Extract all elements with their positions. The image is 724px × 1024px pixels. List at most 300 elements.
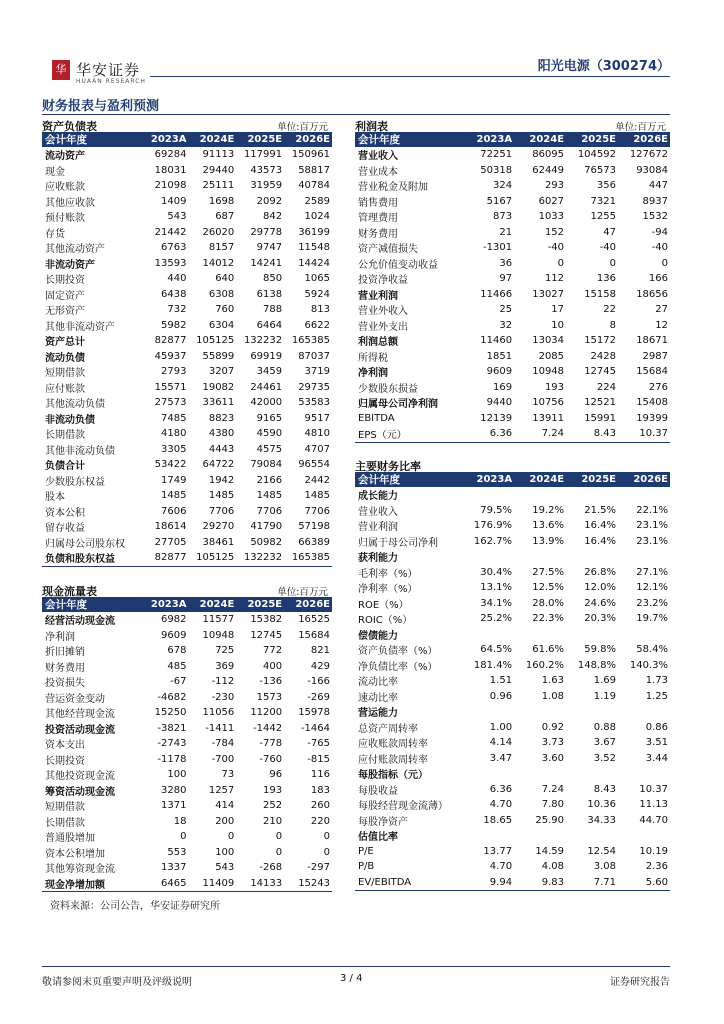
row-label: 流动负债 (45, 352, 85, 364)
cell-value: 26.8% (584, 566, 616, 578)
cell-value: 10.19 (639, 845, 668, 857)
footer-divider (42, 966, 670, 967)
cell-value (566, 828, 618, 844)
ratios-title: 主要财务比率 (355, 460, 421, 473)
cell-value: 104592 (577, 149, 616, 161)
cell-value: -3821 (157, 722, 187, 734)
cell-value (514, 627, 566, 643)
cell-value: 276 (648, 381, 668, 393)
cell-value: 4.70 (489, 861, 513, 873)
cell-value: 14012 (202, 257, 235, 269)
cell-value: 64722 (202, 459, 235, 471)
cell-value: -1464 (300, 722, 330, 734)
cell-value: 27.1% (636, 566, 668, 578)
cell-value: 0 (275, 831, 283, 843)
row-label: 财务费用 (358, 228, 398, 240)
cell-value: 100 (215, 846, 235, 858)
row-label: 无形资产 (45, 306, 85, 318)
cell-value: 20.3% (584, 613, 616, 625)
cell-value: 14.59 (535, 845, 565, 857)
table-row (42, 643, 332, 659)
cell-value: 58817 (298, 164, 330, 176)
row-label: 应收账款 (45, 182, 85, 194)
cell-value: 9747 (256, 242, 283, 254)
table-end-line (355, 890, 670, 891)
cell-value: -2743 (157, 738, 187, 750)
table-row (42, 628, 332, 644)
cell-value: 28.0% (532, 597, 565, 609)
row-label: 其他经营现金流 (45, 709, 115, 721)
table-row (355, 580, 670, 596)
cell-value: 640 (215, 273, 235, 285)
table-row (355, 611, 670, 627)
table-row (355, 797, 670, 813)
cell-value: 447 (648, 180, 668, 192)
row-label: 流动资产 (45, 151, 85, 163)
table-row (355, 287, 670, 303)
cell-value: 0.92 (541, 721, 565, 733)
row-label: 营业外收入 (358, 306, 408, 318)
cell-value: 260 (310, 800, 330, 812)
cell-value: 150961 (291, 149, 330, 161)
cell-value: 0 (275, 846, 283, 858)
row-label: 归属母公司净利润 (358, 399, 438, 411)
table-row (355, 487, 670, 503)
cell-value: 1942 (208, 474, 235, 486)
cell-value: 160.2% (525, 659, 565, 671)
table-row (42, 550, 332, 566)
cell-value: 79084 (250, 459, 283, 471)
table-row (355, 565, 670, 581)
cell-value: 356 (596, 180, 616, 192)
cell-value: 12.1% (636, 582, 668, 594)
row-label: 投资净收益 (358, 275, 408, 287)
column-header-year: 2024E (514, 472, 566, 487)
row-label: 少数股东损益 (358, 383, 418, 395)
row-label: 公允价值变动收益 (358, 259, 438, 271)
cell-value: 10948 (532, 366, 565, 378)
cell-value: 1.51 (489, 675, 513, 687)
cell-value: 2085 (538, 350, 565, 362)
cell-value: -94 (651, 226, 668, 238)
cell-value: 36 (499, 257, 513, 269)
cell-value: 4.08 (541, 861, 565, 873)
cell-value: 873 (492, 211, 513, 223)
cell-value: 1255 (590, 211, 616, 223)
cell-value: -112 (211, 676, 235, 688)
cell-value: 1485 (208, 490, 235, 502)
row-label: 经营活动现金流 (45, 616, 115, 628)
cell-value: 176.9% (473, 520, 513, 532)
table-header-row (355, 472, 670, 487)
table-row (42, 194, 332, 210)
table-row (355, 549, 670, 565)
cell-value: 87037 (298, 350, 330, 362)
cell-value: 34.1% (480, 597, 513, 609)
table-row (42, 473, 332, 489)
cell-value: 152 (544, 226, 565, 238)
cell-value: 13027 (532, 288, 565, 300)
cell-value: -40 (651, 242, 668, 254)
table-row (355, 318, 670, 334)
cell-value: -67 (170, 676, 187, 688)
cell-value: 14424 (298, 257, 330, 269)
cell-value: 13.1% (480, 582, 513, 594)
cell-value: 7706 (208, 505, 235, 517)
cell-value: 1024 (304, 211, 330, 223)
cell-value: 687 (215, 211, 235, 223)
row-label: 营运能力 (358, 708, 398, 720)
cell-value: 25.90 (535, 814, 565, 826)
table-row (42, 364, 332, 380)
cell-value: 429 (310, 660, 330, 672)
cell-value: 485 (167, 660, 187, 672)
row-label: 负债合计 (45, 461, 85, 473)
cashflow-title: 现金流量表 (42, 585, 97, 598)
cell-value: 2166 (256, 474, 283, 486)
cell-value: 162.7% (473, 535, 513, 547)
table-row (42, 163, 332, 179)
cell-value: 18614 (154, 521, 187, 533)
cell-value (462, 828, 514, 844)
cell-value: 9609 (160, 629, 187, 641)
cell-value: 10.37 (639, 783, 668, 795)
cell-value: 4575 (256, 443, 283, 455)
cell-value: 58.4% (636, 644, 668, 656)
column-header-year: 2025E (236, 132, 284, 147)
cell-value: 105125 (196, 335, 235, 347)
table-end-line (42, 891, 332, 892)
company-name: 阳光电源（300274） (537, 59, 670, 74)
row-label: 其他非流动资产 (45, 321, 115, 333)
cell-value: 6.36 (489, 428, 513, 440)
cell-value: -268 (259, 862, 283, 874)
cell-value: 1573 (256, 691, 283, 703)
cell-value: 27 (655, 304, 668, 316)
cell-value: -765 (307, 738, 330, 750)
cell-value: 21442 (154, 226, 187, 238)
column-header-year: 2024E (188, 132, 236, 147)
cell-value: 2.36 (645, 861, 668, 873)
table-row (42, 302, 332, 318)
income-statement-title: 利润表 (355, 120, 388, 133)
row-label: 营业利润 (358, 522, 398, 534)
cell-value: 9165 (256, 412, 283, 424)
cell-value: 15172 (584, 335, 616, 347)
cell-value: 440 (167, 273, 187, 285)
cell-value: 1371 (160, 800, 187, 812)
cell-value: 4707 (304, 443, 330, 455)
table-header-row (42, 597, 332, 612)
row-label: 净利润 (45, 631, 75, 643)
cell-value: 0.88 (593, 721, 616, 733)
table-row (355, 302, 670, 318)
column-header-year: 2026E (618, 472, 670, 487)
cell-value: 19.7% (636, 613, 668, 625)
row-label: 资产总计 (45, 337, 85, 349)
cell-value: -700 (211, 753, 235, 765)
cell-value: 813 (310, 304, 330, 316)
row-label: P/B (358, 861, 375, 873)
cell-value: 0 (323, 846, 330, 858)
table-row (42, 829, 332, 845)
cell-value: 6763 (160, 242, 187, 254)
row-label: 短期借款 (45, 368, 85, 380)
cell-value: 3.08 (593, 861, 616, 873)
row-label: 应付账款周转率 (358, 754, 428, 766)
row-label: EPS（元） (358, 430, 407, 442)
cell-value: 11577 (202, 614, 235, 626)
table-row (42, 240, 332, 256)
cell-value: 25111 (202, 180, 235, 192)
cell-value: 7.71 (593, 876, 616, 888)
cell-value: 16.4% (584, 535, 616, 547)
cell-value: 112 (544, 273, 565, 285)
table-row (355, 333, 670, 349)
table-row (355, 534, 670, 550)
row-label: 归属母公司股东权 (45, 538, 125, 550)
cell-value: 72251 (480, 149, 513, 161)
column-header-year: 2023A (141, 132, 189, 147)
cell-value: 82877 (154, 335, 187, 347)
row-label: 速动比率 (358, 692, 398, 704)
cell-value: 23.2% (636, 597, 668, 609)
cell-value: -815 (307, 753, 330, 765)
table-row (42, 690, 332, 706)
table-row (355, 163, 670, 179)
row-label: EBITDA (358, 412, 395, 424)
cell-value: 96 (269, 769, 283, 781)
cell-value: 10.37 (639, 428, 668, 440)
table-row (355, 380, 670, 396)
row-label: 利润总额 (358, 337, 398, 349)
cell-value: 369 (215, 660, 235, 672)
cell-value: 725 (215, 645, 235, 657)
cell-value: 6465 (160, 877, 187, 889)
cell-value: 41790 (250, 521, 283, 533)
cell-value: 4380 (208, 428, 235, 440)
cell-value: 1337 (160, 862, 187, 874)
page-header (0, 0, 724, 96)
cell-value: -760 (259, 753, 283, 765)
row-label: 非流动负债 (45, 414, 95, 426)
table-row (355, 875, 670, 891)
row-label: 非流动资产 (45, 259, 95, 271)
cell-value: 543 (167, 211, 187, 223)
cell-value: 47 (603, 226, 616, 238)
cell-value: 193 (544, 381, 565, 393)
cell-value: 181.4% (473, 659, 513, 671)
cell-value: 4810 (304, 428, 330, 440)
cell-value: 13.77 (483, 845, 513, 857)
cell-value: 11.13 (639, 799, 668, 811)
row-label: 管理费用 (358, 213, 398, 225)
cell-value: 91113 (202, 149, 235, 161)
cell-value: 10948 (202, 629, 235, 641)
footer-report-type: 证券研究报告 (610, 977, 670, 988)
cell-value: 12745 (584, 366, 616, 378)
cell-value: 44.70 (639, 814, 668, 826)
cell-value: 3719 (304, 366, 330, 378)
cell-value: 2987 (642, 350, 668, 362)
cell-value: 9517 (304, 412, 330, 424)
cell-value (566, 487, 618, 503)
cell-value: 6982 (160, 614, 187, 626)
cell-value: 21 (499, 226, 513, 238)
table-row (355, 596, 670, 612)
cell-value: 7.80 (541, 799, 565, 811)
table-row (355, 735, 670, 751)
cell-value: 1749 (160, 474, 187, 486)
table-row (355, 704, 670, 720)
row-label: 资产减值损失 (358, 244, 418, 256)
cell-value: 0.86 (645, 721, 668, 733)
column-header-year: 2025E (566, 472, 618, 487)
cell-value: 1.73 (645, 675, 668, 687)
table-row (42, 705, 332, 721)
row-label: 偿债能力 (358, 630, 398, 642)
cell-value: 18031 (154, 164, 187, 176)
cell-value: 760 (215, 304, 235, 316)
cell-value: 11056 (202, 707, 235, 719)
cell-value: 38461 (202, 536, 235, 548)
cell-value: 34.33 (587, 814, 616, 826)
table-row (42, 395, 332, 411)
cell-value: 8.43 (593, 428, 616, 440)
cell-value: 55899 (202, 350, 235, 362)
cell-value: 1.63 (541, 675, 565, 687)
cell-value: 62449 (532, 164, 565, 176)
cell-value: 13034 (532, 335, 565, 347)
cell-value: -1301 (483, 242, 513, 254)
cell-value: 15250 (154, 707, 187, 719)
cell-value: 11409 (202, 877, 235, 889)
cell-value: 220 (310, 815, 330, 827)
table-row (42, 674, 332, 690)
table-row (42, 271, 332, 287)
cell-value: 8937 (642, 195, 668, 207)
row-label: ROIC（%） (358, 615, 413, 627)
cell-value (514, 704, 566, 720)
ratios-panel (355, 458, 670, 891)
cell-value: 15684 (298, 629, 330, 641)
cell-value: 7485 (160, 412, 187, 424)
cell-value (462, 487, 514, 503)
cell-value: 13911 (532, 412, 565, 424)
cell-value (566, 549, 618, 565)
cell-value: 25 (499, 304, 513, 316)
table-row (355, 225, 670, 241)
row-label: 投资损失 (45, 678, 85, 690)
cell-value: 12.5% (532, 582, 565, 594)
row-label: P/E (358, 845, 374, 857)
table-row (355, 178, 670, 194)
column-header-year: 2023A (141, 597, 189, 612)
row-label: 财务费用 (45, 662, 85, 674)
row-label: 成长能力 (358, 491, 398, 503)
cell-value: 8 (609, 319, 616, 331)
cell-value: 29735 (298, 381, 330, 393)
row-label: 长期借款 (45, 430, 85, 442)
cell-value: 5.60 (645, 876, 668, 888)
table-end-line (42, 566, 332, 567)
cell-value: 50318 (480, 164, 513, 176)
cell-value: 8823 (208, 412, 235, 424)
cell-value (618, 704, 670, 720)
logo-name: 华安证券 (76, 61, 141, 79)
cell-value: 6138 (256, 288, 283, 300)
row-label: 归属于母公司净利 (358, 537, 438, 549)
cell-value: 12139 (480, 412, 513, 424)
row-label: 流动比率 (358, 677, 398, 689)
row-label: 筹资活动现金流 (45, 786, 115, 798)
cell-value: 9609 (486, 366, 513, 378)
row-label: 折旧摊销 (45, 647, 85, 659)
table-row (355, 271, 670, 287)
table-row (355, 658, 670, 674)
cell-value: 15978 (298, 707, 330, 719)
row-label: 每股经营现金流薄） (358, 801, 448, 813)
cell-value: 69284 (154, 149, 187, 161)
cell-value: 24461 (250, 381, 283, 393)
cell-value: 15243 (298, 877, 330, 889)
row-label: 其他筹资现金流 (45, 864, 115, 876)
table-row (42, 457, 332, 473)
table-row (42, 287, 332, 303)
cell-value: 9.83 (541, 876, 565, 888)
row-label: 营业收入 (358, 151, 398, 163)
cell-value: 3.47 (489, 752, 513, 764)
row-label: 每股净资产 (358, 816, 408, 828)
cell-value: 788 (263, 304, 283, 316)
cell-value: 6.36 (489, 783, 513, 795)
table-row (42, 411, 332, 427)
table-row (42, 333, 332, 349)
cell-value: 53422 (154, 459, 187, 471)
column-header-year: 2026E (284, 597, 332, 612)
cell-value: 1257 (208, 784, 235, 796)
row-label: 应收账款周转率 (358, 739, 428, 751)
source-note: 资料来源：公司公告，华安证券研究所 (50, 901, 220, 912)
table-row (42, 178, 332, 194)
table-row (355, 395, 670, 411)
cell-value: -136 (259, 676, 283, 688)
cashflow-panel (42, 583, 332, 892)
cell-value: 1409 (160, 195, 187, 207)
cell-value: 1485 (256, 490, 283, 502)
cell-value: 772 (263, 645, 283, 657)
table-row (355, 503, 670, 519)
cell-value: 3.51 (645, 737, 668, 749)
cell-value: 148.8% (577, 659, 616, 671)
table-row (42, 721, 332, 737)
cell-value: 18 (173, 815, 187, 827)
cell-value: 10.36 (587, 799, 616, 811)
cell-value: 19.2% (532, 504, 565, 516)
table-row (355, 194, 670, 210)
cell-value: 19399 (636, 412, 668, 424)
cell-value: 3.60 (541, 752, 565, 764)
cell-value: 12.0% (584, 582, 616, 594)
cell-value: 4443 (208, 443, 235, 455)
table-row (355, 673, 670, 689)
cell-value (462, 766, 514, 782)
table-row (355, 147, 670, 163)
cell-value (618, 627, 670, 643)
cell-value: 59.8% (584, 644, 616, 656)
cell-value: 27573 (154, 397, 187, 409)
cell-value: 97 (499, 273, 513, 285)
